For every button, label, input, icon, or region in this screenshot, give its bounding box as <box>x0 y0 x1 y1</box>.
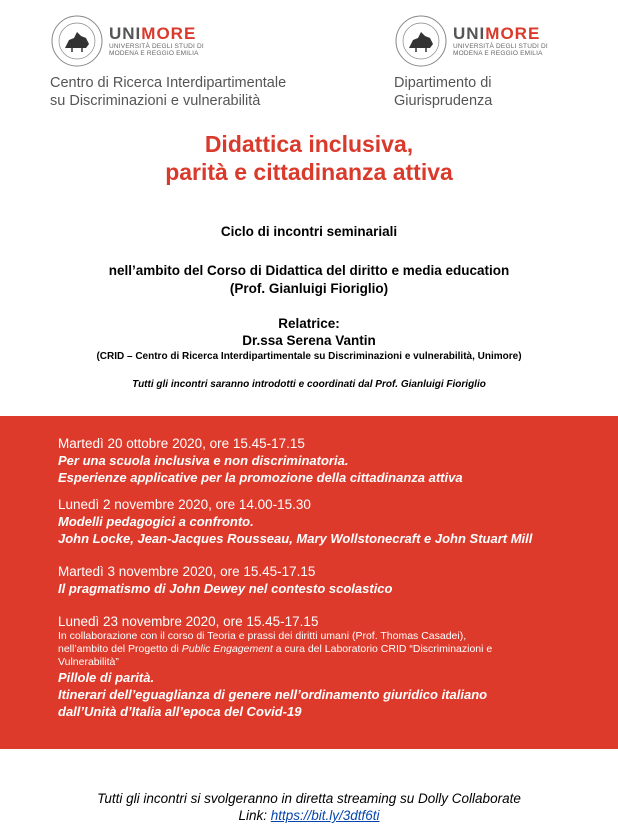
event-date: Martedì 3 novembre 2020, ore 15.45-17.15 <box>58 564 316 579</box>
event-title-line: John Locke, Jean-Jacques Rousseau, Mary Wollstonecraft e John Stuart Mill <box>58 531 533 546</box>
event-title-line: Pillole di parità. <box>58 670 155 685</box>
event-title-line: Esperienze applicative per la promozione della cittadinanza attiva <box>58 470 463 485</box>
crid-department-name: Centro di Ricerca Interdipartimentale su Discriminazioni e vulnerabilità <box>50 75 287 109</box>
streaming-link[interactable]: https://bit.ly/3dtf6ti <box>270 808 380 823</box>
streaming-footer <box>0 790 618 824</box>
speaker-label: Relatrice: <box>278 316 340 331</box>
intro-note: Tutti gli incontri saranno introdotti e coordinati dal Prof. Gianluigi Fioriglio <box>132 379 486 390</box>
event-date: Lunedì 23 novembre 2020, ore 15.45-17.15 <box>58 614 319 629</box>
university-seal-icon <box>394 14 448 68</box>
event-title-line: Il pragmatismo di John Dewey nel contesto scolastico <box>58 581 393 596</box>
brand-name: UNIMORE <box>453 23 541 43</box>
event-title-line: Per una scuola inclusiva e non discriminatoria. <box>58 453 349 468</box>
event-title-line: Modelli pedagogici a confronto. <box>58 514 254 529</box>
event-note-line: In collaborazione con il corso di Teoria e prassi dei diritti umani (Prof. Thomas Casadei), <box>58 630 467 642</box>
brand-subtitle-line2: MODENA E REGGIO EMILIA <box>453 50 543 57</box>
page-title: Didattica inclusiva, parità e cittadinanza attiva <box>165 131 453 185</box>
event-4 <box>58 614 492 720</box>
event-title-line: Itinerari dell’eguaglianza di genere nell’ordinamento giuridico italiano <box>58 687 488 702</box>
event-note-line: nell’ambito del Progetto di Public Engagement a cura del Laboratorio CRID “Discriminazioni e <box>58 643 493 655</box>
course-context: nell’ambito del Corso di Didattica del diritto e media education (Prof. Gianluigi Fioriglio) <box>108 263 510 296</box>
event-1 <box>58 436 463 486</box>
footer-line: Tutti gli incontri si svolgeranno in diretta streaming su Dolly Collaborate <box>97 791 521 806</box>
event-2 <box>58 497 532 547</box>
series-subtitle: Ciclo di incontri seminariali <box>220 224 398 239</box>
event-date: Martedì 20 ottobre 2020, ore 15.45-17.15 <box>58 436 305 451</box>
event-3 <box>58 564 392 597</box>
speaker-name: Dr.ssa Serena Vantin <box>242 333 376 348</box>
brand-name: UNIMORE <box>109 23 197 43</box>
unimore-logo-left <box>50 14 204 68</box>
brand-subtitle-line1: UNIVERSITÀ DEGLI STUDI DI <box>453 42 548 50</box>
brand-subtitle-line1: UNIVERSITÀ DEGLI STUDI DI <box>109 42 204 50</box>
university-seal-icon <box>50 14 104 68</box>
event-title-line: dall’Unità d’Italia all’epoca del Covid-19 <box>58 704 302 719</box>
brand-subtitle-line2: MODENA E REGGIO EMILIA <box>109 50 199 57</box>
event-date: Lunedì 2 novembre 2020, ore 14.00-15.30 <box>58 497 311 512</box>
event-note-line: Vulnerabilità” <box>58 656 119 668</box>
footer-link-row: Link: https://bit.ly/3dtf6ti <box>238 808 380 823</box>
law-department-name: Dipartimento di Giurisprudenza <box>394 75 493 109</box>
unimore-logo-right <box>394 14 548 68</box>
speaker-affiliation: (CRID – Centro di Ricerca Interdipartimentale su Discriminazioni e vulnerabilità, Unimore) <box>96 351 522 362</box>
